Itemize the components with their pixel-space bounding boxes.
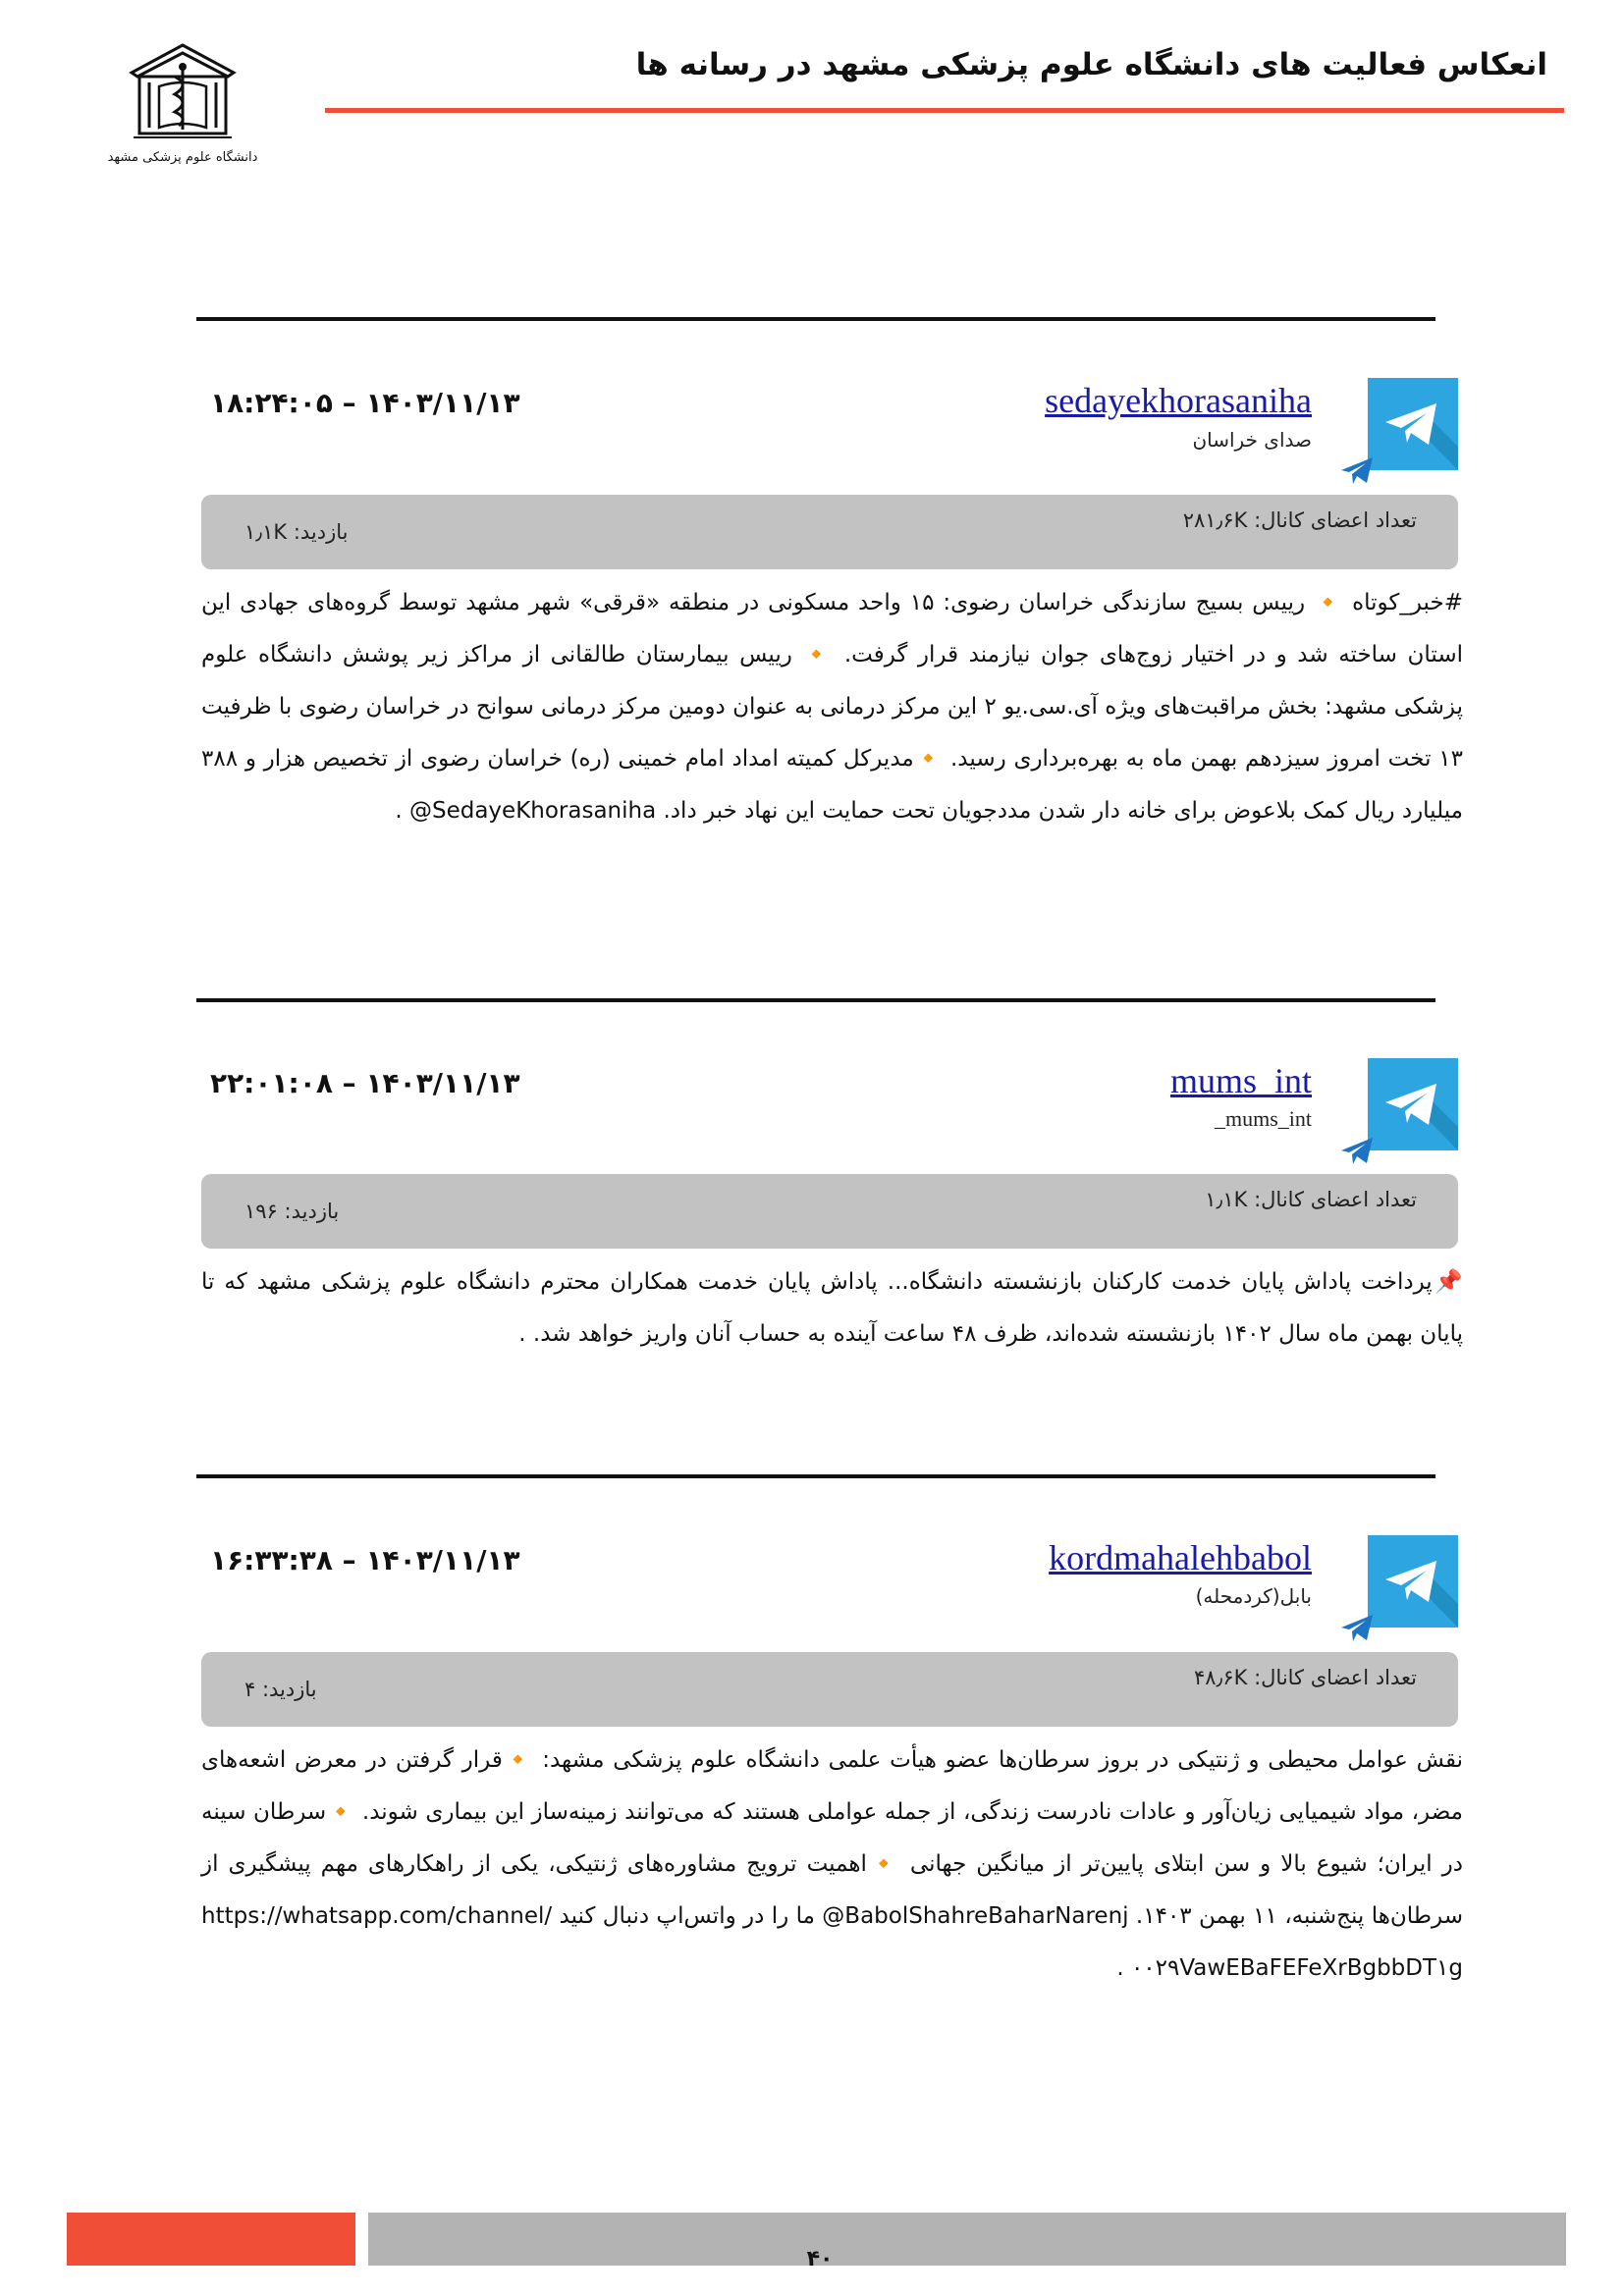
post-body: نقش عوامل محیطی و ژنتیکی در بروز سرطان‌ها عضو هیأت علمی دانشگاه علوم پزشکی مشهد: 🔸قرار گرفتن در معرض اشعه‌های مضر، مواد شیمیایی زیان‌آور و عادات نادرست زندگی، از جمله عواملی هستند که می‌توانند زمینه‌ساز این بیماری شوند. 🔸سرطان سینه در ایران؛ شیوع بالا و سن ابتلای پایین‌تر از میانگین جهانی 🔸اهمیت ترویج مشاوره‌های ژنتیکی، یکی از راهکارهای مهم پیشگیری از سرطان‌ها پنج‌شنبه، ۱۱ بهمن ۱۴۰۳. BabolShahreBaharNarenj@ ما را در واتس‌اپ دنبال کنید https://whatsapp.com/channel/۰۰۲۹VawEBaFEFeXrBgbbDT۱g . <box>201 1747 1463 1981</box>
telegram-icon <box>1368 1535 1458 1628</box>
post-divider <box>196 317 1435 321</box>
post-datetime: ۱۴۰۳/۱۱/۱۳ – ۱۸:۲۴:۰۵ <box>210 387 520 419</box>
stats-bar <box>201 1174 1458 1249</box>
channel-subtitle: بابل(کردمحله) <box>1195 1584 1312 1608</box>
post-datetime: ۱۴۰۳/۱۱/۱۳ – ۱۶:۳۳:۳۸ <box>210 1544 520 1576</box>
channel-subtitle: صدای خراسان <box>1192 428 1312 452</box>
footer-accent-bar <box>67 2213 355 2266</box>
channel-name-link[interactable]: kordmahalehbabol <box>1049 1538 1312 1577</box>
post-datetime: ۱۴۰۳/۱۱/۱۳ – ۲۲:۰۱:۰۸ <box>210 1067 520 1099</box>
post-divider <box>196 1474 1435 1478</box>
views-count: بازدید: ۱٫۱K <box>244 520 349 544</box>
members-count: تعداد اعضای کانال: ۲۸۱٫۶K <box>1182 508 1417 532</box>
channel-subtitle: mums_int_ <box>1214 1106 1312 1131</box>
university-logo <box>107 39 258 167</box>
header-divider <box>325 108 1564 113</box>
post-divider <box>196 998 1435 1002</box>
footer-bar <box>368 2213 1566 2266</box>
telegram-badge-icon <box>1339 1611 1375 1644</box>
telegram-badge-icon <box>1339 1134 1375 1167</box>
members-count: تعداد اعضای کانال: ۴۸٫۶K <box>1193 1666 1417 1689</box>
telegram-badge-icon <box>1339 454 1375 487</box>
telegram-icon <box>1368 378 1458 470</box>
post-body: 📌پرداخت پاداش پایان خدمت کارکنان بازنشسته دانشگاه... پاداش پایان خدمت همکاران محترم دانشگاه علوم پزشکی مشهد که تا پایان بهمن ماه سال ۱۴۰۲ بازنشسته شده‌اند، ظرف ۴۸ ساعت آینده به حساب آنان واریز خواهد شد. . <box>201 1269 1463 1347</box>
logo-caption: دانشگاه علوم پزشکی مشهد <box>107 150 258 165</box>
page-number: ۴۰ <box>806 2247 834 2271</box>
stats-bar <box>201 495 1458 569</box>
post-body: #خبر_کوتاه 🔸 رییس بسیج سازندگی خراسان رضوی: ۱۵ واحد مسکونی در منطقه «قرقی» شهر مشهد توسط گروه‌های جهادی این استان ساخته شد و در اختیار زوج‌های جوان نیازمند قرار گرفت. 🔸 رییس بیمارستان طالقانی از مراکز زیر پوشش دانشگاه علوم پزشکی مشهد: بخش مراقبت‌های ویژه آی.سی.یو ۲ این مرکز درمانی به عنوان دومین مرکز درمانی سوانح در خراسان رضوی با ظرفیت ۱۳ تخت امروز سیزدهم بهمن ماه به بهره‌برداری رسید. 🔸مدیرکل کمیته امداد امام خمینی (ره) خراسان رضوی از تخصیص هزار و ۳۸۸ میلیارد ریال کمک بلاعوض برای خانه دار شدن مددجویان تحت حمایت این نهاد خبر داد. SedayeKhorasaniha@ . <box>201 590 1463 824</box>
channel-name-link[interactable]: mums_int <box>1169 1061 1312 1100</box>
telegram-icon <box>1368 1058 1458 1150</box>
stats-bar <box>201 1652 1458 1727</box>
views-count: بازدید: ۴ <box>244 1678 317 1701</box>
members-count: تعداد اعضای کانال: ۱٫۱K <box>1205 1188 1417 1211</box>
page-title: انعکاس فعالیت های دانشگاه علوم پزشکی مشهد در رسانه ها <box>635 47 1547 82</box>
channel-name-link[interactable]: sedayekhorasaniha <box>1045 381 1312 420</box>
views-count: بازدید: ۱۹۶ <box>244 1200 340 1223</box>
